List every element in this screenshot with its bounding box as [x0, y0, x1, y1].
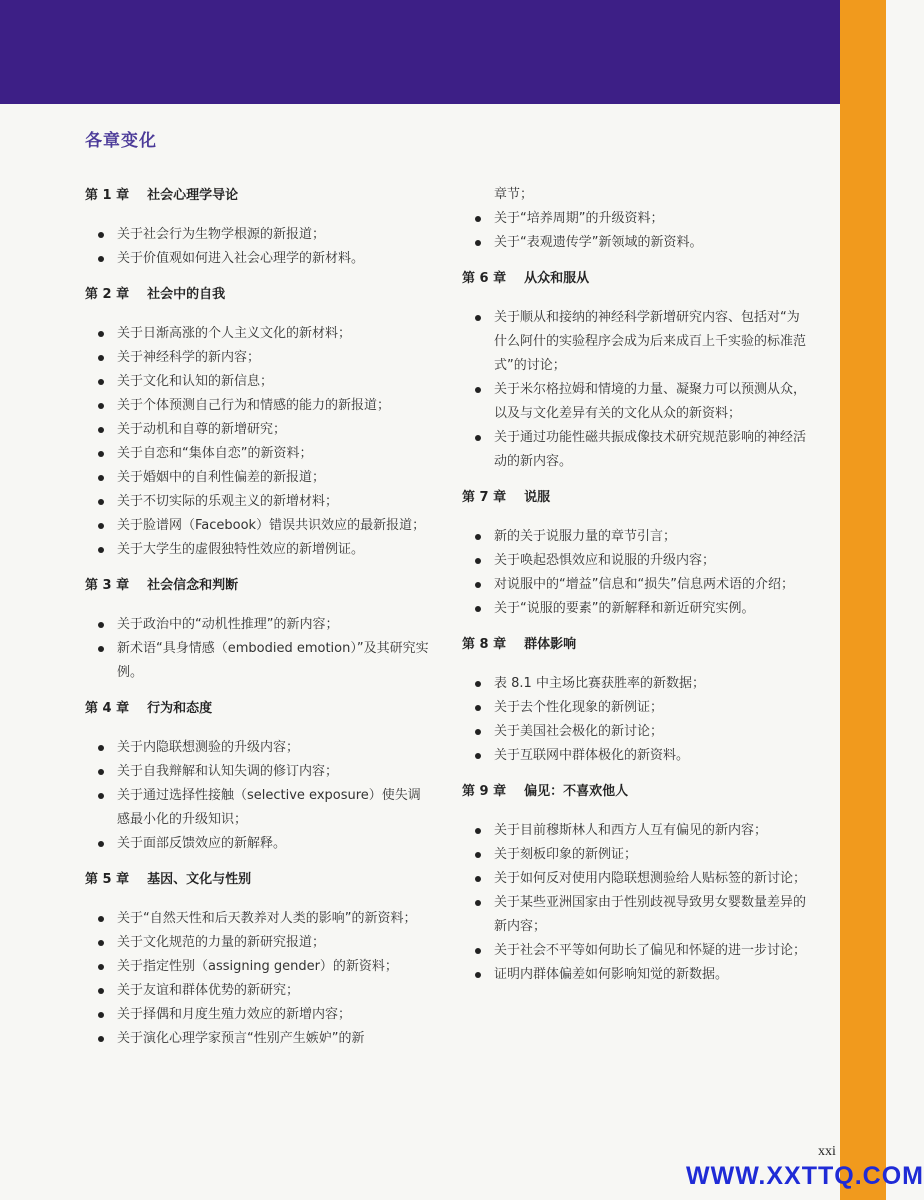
change-item: 关于自恋和“集体自恋”的新资料； — [97, 442, 430, 466]
chapter-number: 第 4 章 — [85, 701, 130, 716]
change-list — [462, 306, 807, 474]
change-item: 关于神经科学的新内容； — [97, 346, 430, 370]
change-item: 关于通过功能性磁共振成像技术研究规范影响的神经活动的新内容。 — [474, 426, 807, 474]
change-item: 关于日渐高涨的个人主义文化的新材料； — [97, 322, 430, 346]
chapter-number: 第 6 章 — [462, 271, 507, 286]
chapter-number: 第 7 章 — [462, 490, 507, 505]
watermark: WWW.XXTTQ.COM — [686, 1162, 924, 1190]
chapter-heading — [462, 782, 807, 802]
change-item: 关于脸谱网（Facebook）错误共识效应的最新报道； — [97, 514, 430, 538]
side-accent-band — [840, 0, 886, 1200]
change-item: 关于美国社会极化的新讨论； — [474, 720, 807, 744]
chapter-number: 第 9 章 — [462, 784, 507, 799]
left-column — [85, 186, 430, 1065]
chapter-heading — [85, 870, 430, 890]
change-list — [85, 223, 430, 271]
change-item: 新术语“具身情感（embodied emotion）”及其研究实例。 — [97, 637, 430, 685]
chapter-name: 行为和态度 — [147, 701, 213, 716]
change-item: 关于如何反对使用内隐联想测验给人贴标签的新讨论； — [474, 867, 807, 891]
change-item: 关于去个性化现象的新例证； — [474, 696, 807, 720]
change-item: 关于婚姻中的自利性偏差的新报道； — [97, 466, 430, 490]
change-item: 关于互联网中群体极化的新资料。 — [474, 744, 807, 768]
change-item: 关于“说服的要素”的新解释和新近研究实例。 — [474, 597, 807, 621]
change-item: 章节； — [494, 187, 534, 202]
change-list — [85, 613, 430, 685]
change-list — [462, 672, 807, 768]
chapter-name: 偏见：不喜欢他人 — [524, 784, 629, 799]
change-item: 关于“培养周期”的升级资料； — [474, 207, 807, 231]
chapter-name: 群体影响 — [524, 637, 577, 652]
change-item: 关于文化和认知的新信息； — [97, 370, 430, 394]
page-title: 各章变化 — [85, 131, 157, 151]
change-item: 表 8.1 中主场比赛获胜率的新数据； — [474, 672, 807, 696]
change-item: 关于“表观遗传学”新领域的新资料。 — [474, 231, 807, 255]
change-item: 关于刻板印象的新例证； — [474, 843, 807, 867]
chapter-number: 第 1 章 — [85, 188, 130, 203]
change-item: 关于不切实际的乐观主义的新增材料； — [97, 490, 430, 514]
change-item: 证明内群体偏差如何影响知觉的新数据。 — [474, 963, 807, 987]
change-item: 关于择偶和月度生殖力效应的新增内容； — [97, 1003, 430, 1027]
change-item: 关于目前穆斯林人和西方人互有偏见的新内容； — [474, 819, 807, 843]
chapter-name: 从众和服从 — [524, 271, 590, 286]
change-item: 关于内隐联想测验的升级内容； — [97, 736, 430, 760]
chapter-heading — [462, 488, 807, 508]
chapter-name: 说服 — [524, 490, 551, 505]
page-number: xxi — [818, 1144, 836, 1159]
chapter-heading — [85, 576, 430, 596]
change-item: 新的关于说服力量的章节引言； — [474, 525, 807, 549]
chapter-name: 社会中的自我 — [147, 287, 226, 302]
continued-list — [462, 183, 807, 255]
change-list — [462, 819, 807, 987]
change-list — [85, 907, 430, 1051]
change-item: 关于社会不平等如何助长了偏见和怀疑的进一步讨论； — [474, 939, 807, 963]
change-item: 关于友谊和群体优势的新研究； — [97, 979, 430, 1003]
change-item: 关于政治中的“动机性推理”的新内容； — [97, 613, 430, 637]
change-item: 关于某些亚洲国家由于性别歧视导致男女婴数量差异的新内容； — [474, 891, 807, 939]
chapter-heading — [85, 186, 430, 206]
chapter-heading — [85, 285, 430, 305]
chapter-heading — [85, 699, 430, 719]
change-list — [462, 525, 807, 621]
chapter-number: 第 8 章 — [462, 637, 507, 652]
change-item: 关于唤起恐惧效应和说服的升级内容； — [474, 549, 807, 573]
chapter-number: 第 5 章 — [85, 872, 130, 887]
header-band — [0, 0, 840, 104]
change-item: 关于社会行为生物学根源的新报道； — [97, 223, 430, 247]
change-item: 关于“自然天性和后天教养对人类的影响”的新资料； — [97, 907, 430, 931]
change-item: 关于自我辩解和认知失调的修订内容； — [97, 760, 430, 784]
change-item: 关于面部反馈效应的新解释。 — [97, 832, 430, 856]
change-list — [85, 736, 430, 856]
chapter-name: 基因、文化与性别 — [147, 872, 252, 887]
chapter-number: 第 2 章 — [85, 287, 130, 302]
chapter-name: 社会心理学导论 — [147, 188, 239, 203]
chapter-number: 第 3 章 — [85, 578, 130, 593]
chapter-heading — [462, 635, 807, 655]
change-item: 关于文化规范的力量的新研究报道； — [97, 931, 430, 955]
change-item: 关于大学生的虚假独特性效应的新增例证。 — [97, 538, 430, 562]
change-item: 关于指定性别（assigning gender）的新资料； — [97, 955, 430, 979]
change-item: 对说服中的“增益”信息和“损失”信息两术语的介绍； — [474, 573, 807, 597]
change-list — [85, 322, 430, 562]
change-item: 关于个体预测自己行为和情感的能力的新报道； — [97, 394, 430, 418]
change-item: 关于价值观如何进入社会心理学的新材料。 — [97, 247, 430, 271]
chapter-name: 社会信念和判断 — [147, 578, 239, 593]
change-item: 关于米尔格拉姆和情境的力量、凝聚力可以预测从众，以及与文化差异有关的文化从众的新资料； — [474, 378, 807, 426]
change-item: 关于动机和自尊的新增研究； — [97, 418, 430, 442]
change-item: 关于演化心理学家预言“性别产生嫉妒”的新 — [97, 1027, 430, 1051]
right-column — [462, 186, 807, 1001]
change-item: 关于通过选择性接触（selective exposure）使失调感最小化的升级知识； — [97, 784, 430, 832]
chapter-heading — [462, 269, 807, 289]
change-item: 关于顺从和接纳的神经科学新增研究内容、包括对“为什么阿什的实验程序会成为后来成百上千实验的标准范式”的讨论； — [474, 306, 807, 378]
